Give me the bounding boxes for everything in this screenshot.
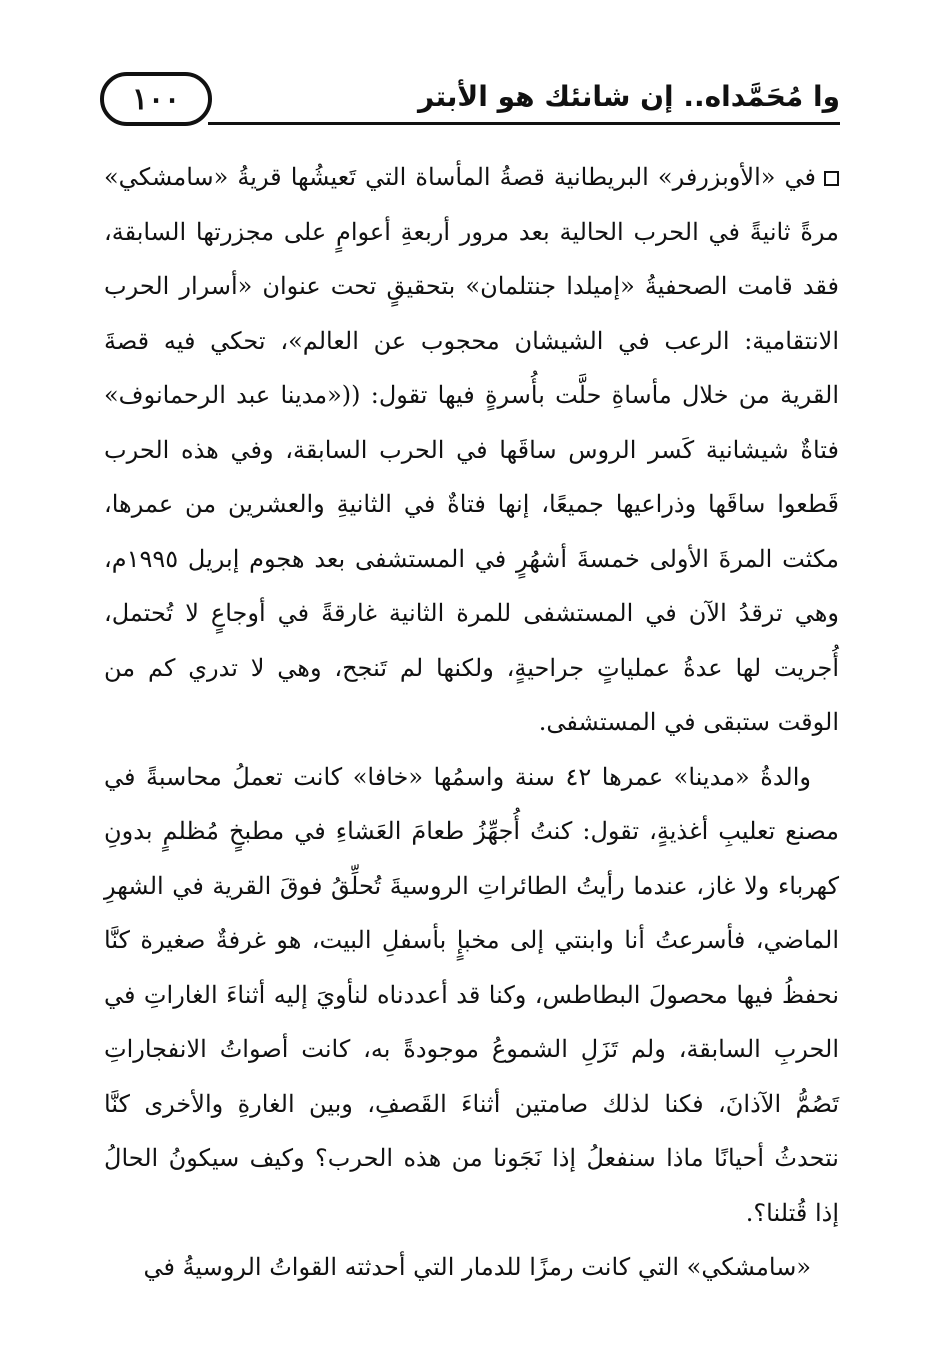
page-header	[100, 72, 840, 132]
header-rule	[208, 122, 840, 125]
paragraph-text: في «الأوبزرفر» البريطانية قصةُ المأساة التي تَعيشُها قريةُ «سامشكي» مرةً ثانيةً في الحرب الحالية بعد مرور أربعةِ أعوامٍ على مجزرتها السابقة، فقد قامت الصحفيةُ «إميلدا جنتلمان» بتحقيقٍ تحت عنوان «أسرار الحرب الانتقامية: الرعب في الشيشان محجوب عن العالم»، تحكي فيه قصةَ القرية من خلال مأساةِ حلَّت بأُسرةٍ فيها تقول: ((«مدينا عبد الرحمانوف» فتاةٌ شيشانية كَسر الروس ساقَها في الحرب السابقة، وفي هذه الحرب قَطعوا ساقَها وذراعيها جميعًا، إنها فتاةٌ في الثانيةِ والعشرين من عمرها، مكثت المرةَ الأولى خمسةَ أشهُرٍ في المستشفى بعد هجوم إبريل ١٩٩٥م، وهي ترقدُ الآن في المستشفى للمرة الثانية غارقةً في أوجاعٍ لا تُحتمل، أُجريت لها عدةُ عملياتٍ جراحيةٍ، ولكنها لم تَنجح، وهي لا تدري كم من الوقت ستبقى في المستشفى.	[104, 163, 839, 736]
square-bullet-icon	[824, 171, 839, 186]
body-text	[104, 150, 839, 1295]
page-number: ١٠٠	[100, 72, 212, 126]
running-title: وا مُحَمَّداه.. إن شانئك هو الأبتر	[418, 80, 840, 113]
paragraph-2: والدةُ «مدينا» عمرها ٤٢ سنة واسمُها «خافا» كانت تعملُ محاسبةً في مصنع تعليبِ أغذيةٍ، تقول: كنتُ أُجهِّزُ طعامَ العَشاءِ في مطبخٍ مُظلمٍ بدونِ كهرباء ولا غاز، عندما رأيتُ الطائراتِ الروسيةَ تُحلِّقُ فوقَ القرية في الشهرِ الماضي، فأسرعتُ أنا وابنتي إلى مخبإٍ بأسفلِ البيت، هو غرفةٌ صغيرة كنَّا نحفظُ فيها محصولَ البطاطس، وكنا قد أعددناه لنأويَ إليه أثناءَ الغاراتِ في الحربِ السابقة، ولم تَزَلِ الشموعُ موجودةً به، كانت أصواتُ الانفجاراتِ تَصُمُّ الآذانَ، فكنا لذلك صامتين أثناءَ القَصفِ، وبين الغارةِ والأخرى كنَّا نتحدثُ أحيانًا ماذا سنفعلُ إذا نَجَونا من هذه الحرب؟ وكيف سيكونُ الحالُ إذا قُتلنا؟.	[104, 762, 839, 1227]
paragraph-1	[104, 150, 839, 750]
paragraph-3: «سامشكي» التي كانت رمزًا للدمار التي أحدثته القواتُ الروسيةُ في	[143, 1253, 811, 1281]
